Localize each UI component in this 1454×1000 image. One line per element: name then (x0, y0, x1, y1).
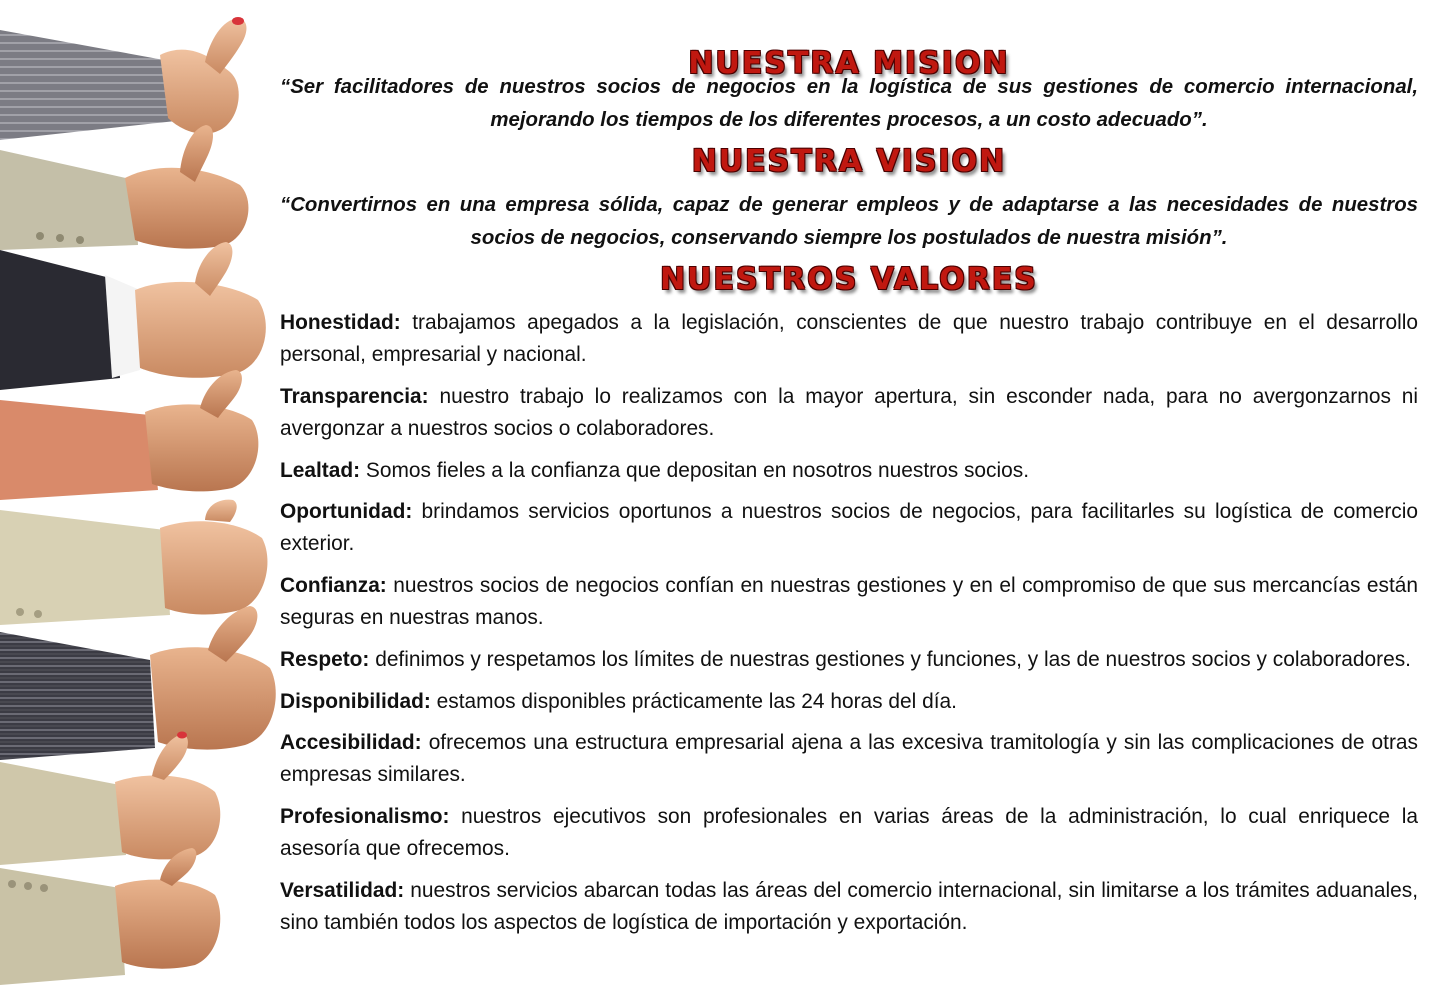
value-name: Respeto: (280, 648, 370, 671)
value-versatilidad (280, 875, 1418, 939)
value-name: Honestidad: (280, 311, 401, 334)
value-confianza (280, 570, 1418, 634)
hand-3 (0, 242, 266, 390)
value-accesibilidad (280, 727, 1418, 791)
value-name: Confianza: (280, 574, 387, 597)
value-honestidad (280, 307, 1418, 371)
hand-2 (0, 125, 248, 250)
mision-text: “Ser facilitadores de nuestros socios de negocios en la logística de sus gestiones de comercio internacional, mejorando los tiempos de los diferentes procesos, a un costo adecuado”. (280, 76, 1418, 131)
value-description: nuestros ejecutivos son profesionales en varias áreas de la administración, lo cual enriquece la asesoría que ofrecemos. (280, 805, 1418, 860)
value-lealtad (280, 455, 1418, 487)
value-name: Accesibilidad: (280, 731, 422, 754)
main-content (280, 0, 1418, 1000)
value-name: Disponibilidad: (280, 690, 431, 713)
value-respeto (280, 644, 1418, 676)
thumbs-up-hands-image (0, 0, 290, 1000)
values-list (280, 307, 1418, 949)
valores-title: NUESTROS VALORES (660, 262, 1038, 297)
hand-8 (0, 848, 220, 985)
value-description: ofrecemos una estructura empresarial ajena a las excesiva tramitología y sin las complicaciones de otras empresas similares. (280, 731, 1418, 786)
value-description: nuestros servicios abarcan todas las áreas del comercio internacional, sin limitarse a los trámites aduanales, sino también todos los aspectos de logística de importación y exportación. (280, 879, 1418, 934)
hand-1 (0, 17, 247, 140)
value-name: Profesionalismo: (280, 805, 450, 828)
value-transparencia (280, 381, 1418, 445)
value-name: Versatilidad: (280, 879, 405, 902)
value-description: definimos y respetamos los límites de nuestras gestiones y funciones, y las de nuestros socios y colaboradores. (369, 648, 1411, 671)
value-profesionalismo (280, 801, 1418, 865)
value-name: Oportunidad: (280, 500, 413, 523)
value-description: nuestro trabajo lo realizamos con la mayor apertura, sin esconder nada, para no avergonzarnos ni avergonzar a nuestros socios o colaboradores. (280, 385, 1418, 440)
value-description: Somos fieles a la confianza que depositan en nosotros nuestros socios. (360, 459, 1030, 482)
value-description: estamos disponibles prácticamente las 24 horas del día. (430, 690, 957, 713)
vision-title: NUESTRA VISION (691, 144, 1007, 179)
vision-text: “Convertirnos en una empresa sólida, capaz de generar empleos y de adaptarse a las necesidades de nuestros socios de negocios, conservando siempre los postulados de nuestra misión”. (280, 194, 1418, 249)
value-oportunidad (280, 496, 1418, 560)
hand-5 (0, 500, 267, 625)
value-description: trabajamos apegados a la legislación, conscientes de que nuestro trabajo contribuye en el desarrollo personal, empresarial y nacional. (280, 311, 1418, 366)
value-name: Transparencia: (280, 385, 429, 408)
hand-6 (0, 606, 276, 760)
value-disponibilidad (280, 686, 1418, 718)
mision-title: NUESTRA MISION (688, 46, 1010, 82)
hand-4 (0, 370, 258, 500)
value-description: nuestros socios de negocios confían en nuestras gestiones y en el compromiso de que sus mercancías están seguras en nuestras manos. (280, 574, 1418, 629)
value-name: Lealtad: (280, 459, 361, 482)
value-description: brindamos servicios oportunos a nuestros socios de negocios, para facilitarles su logística de comercio exterior. (280, 500, 1418, 555)
